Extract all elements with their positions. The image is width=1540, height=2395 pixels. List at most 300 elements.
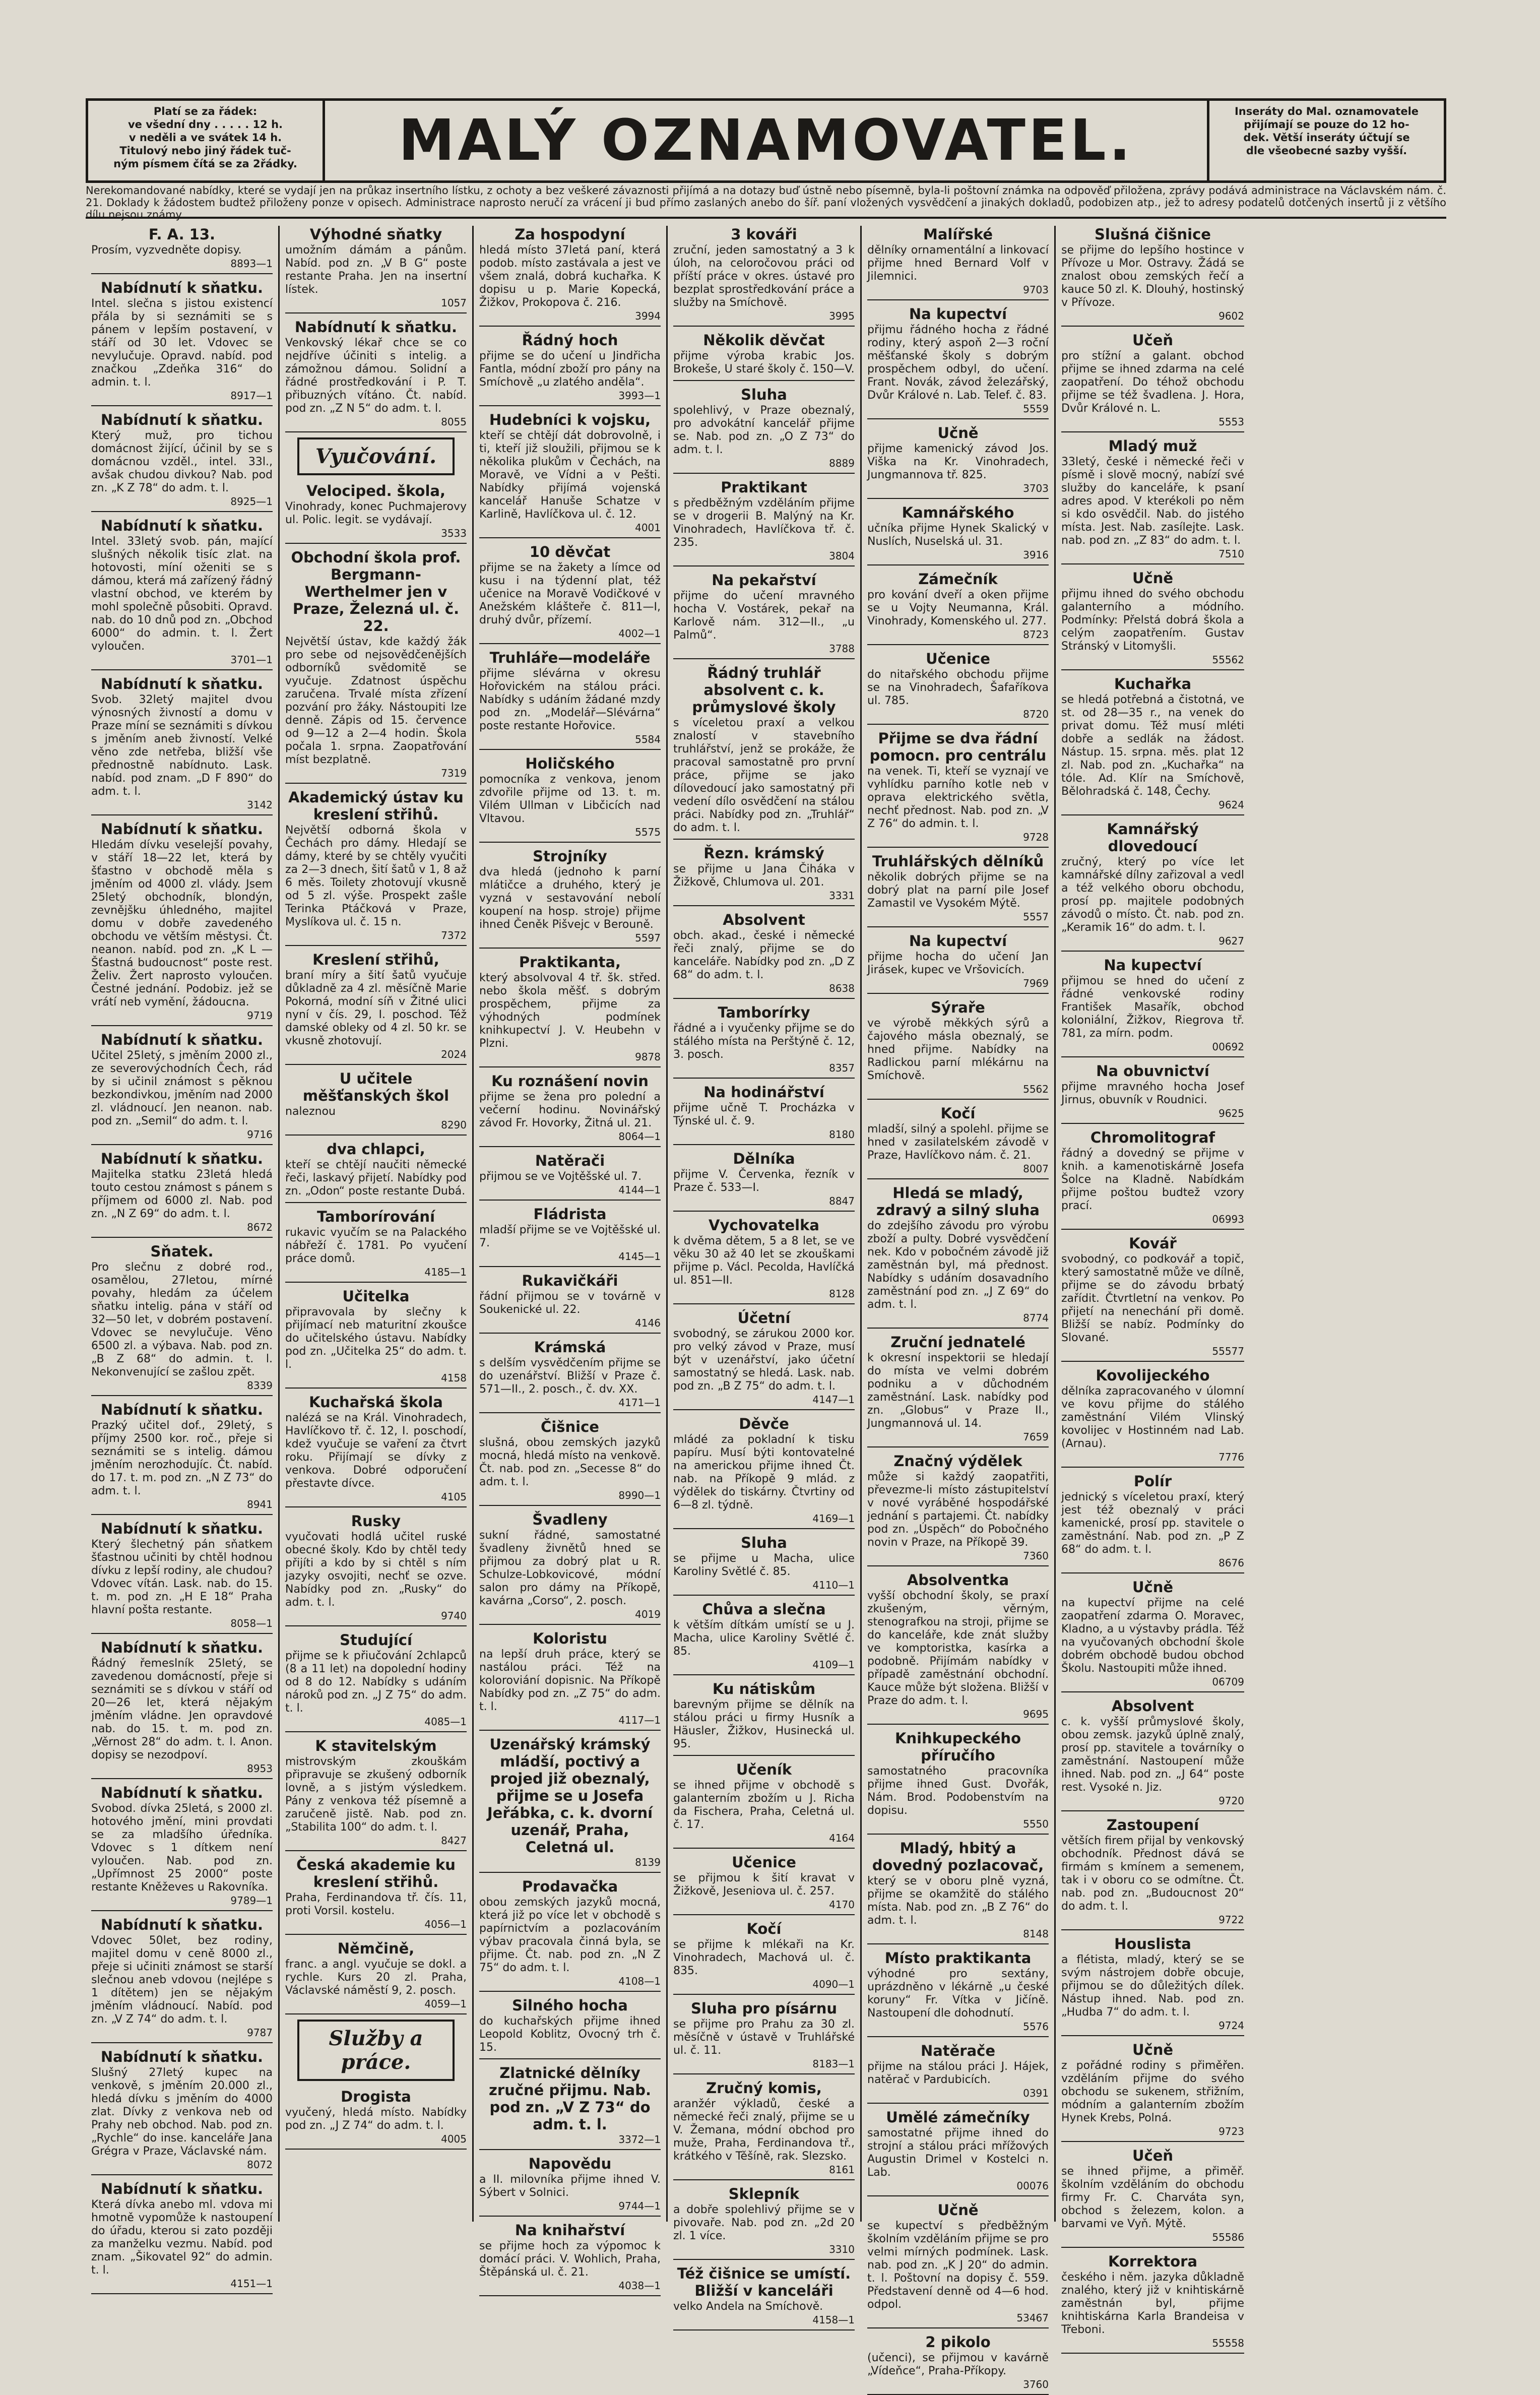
ad-code: 8290	[441, 1119, 467, 1131]
ad-title: Truhlářských dělníků	[872, 853, 1044, 870]
classified-ad	[867, 999, 1049, 1100]
ad-title: Zámečník	[918, 571, 998, 588]
classified-ad	[867, 571, 1049, 645]
ad-title: Dělníka	[733, 1150, 795, 1167]
ad-body: Majitelka statku 23letá hledá touto cestou známost s pánem s příjmem od 6000 zl. Nab. pod zn. „N Z 69“ do adm. t. l.	[91, 1168, 273, 1220]
ad-body: Vinohrady, konec Puchmajerovy ul. Polic. legit. se vydávají.	[285, 500, 467, 526]
ad-code: 9744—1	[618, 2200, 661, 2212]
ad-title: Nabídnutí k sňatku.	[100, 1150, 264, 1167]
ad-code: 5550	[1023, 1818, 1049, 1830]
ad-body: přijme slévárna v okresu Hořovickém na stálou práci. Nabídky s udáním žádané mzdy pod zn. „Modelář—Slévárna“ poste restante Hořovice.	[479, 667, 661, 732]
ad-code: 4005	[441, 2133, 467, 2145]
ad-code: 8139	[635, 1856, 661, 1868]
deadline-line: dle všeobecné sazby vyšší.	[1246, 145, 1407, 157]
classified-ad	[91, 411, 273, 512]
ad-code: 4109—1	[812, 1659, 855, 1671]
ad-code: 0391	[1023, 2087, 1049, 2099]
ad-column	[668, 226, 862, 2326]
classified-ad	[285, 1940, 467, 2014]
ad-title: Velociped. škola,	[306, 482, 446, 499]
ad-code: 4056—1	[424, 1918, 467, 1930]
ad-title: Řádný truhlář absolvent c. k. průmyslové školy	[692, 664, 836, 716]
ad-title: Na kupectví	[1104, 957, 1202, 974]
ad-code: 5559	[1023, 403, 1049, 415]
ad-code: 55577	[1212, 1345, 1244, 1357]
classified-ad	[867, 1453, 1049, 1566]
ad-body: se přijmou k šití kravat v Žižkově, Jeseniova ul. č. 257.	[673, 1872, 855, 1898]
ad-title: Hledá se mladý, zdravý a silný sluha	[876, 1184, 1040, 1219]
ad-code: 8357	[829, 1062, 855, 1074]
ad-body: do nitařského obchodu přijme se na Vinohradech, Šafaříkova ul. 785.	[867, 668, 1049, 707]
classified-ad	[1061, 1235, 1244, 1362]
classified-ad	[673, 1920, 855, 1995]
ad-title: Nabídnutí k sňatku.	[100, 1784, 264, 1801]
ad-code: 4158—1	[812, 2314, 855, 2326]
classified-ad	[867, 1730, 1049, 1835]
ad-title: Učenice	[732, 1854, 796, 1871]
classified-ad	[1061, 1473, 1244, 1573]
ad-body: kteří se chtějí dát dobrovolně, i ti, kteří již sloužili, přijmou se k několika plukům v Čechách, na Moravě, ve Vídni a v Pešti. Nabídky přijímá vojenská kancelář Hanuše Schatze v Karlině, Havlíčkova ul. č. 12.	[479, 429, 661, 521]
ad-body: 33letý, české i německé řeči v písmě i slově mocný, nabízí své služby do kanceláře, k psaní adres apod. V kterékoli po něm si kdo osvědčil. Nab. do jistého místa. Jest. Nab. zasílejte. Lask. nab. pod zn. „Z 83“ do adm. t. l.	[1061, 456, 1244, 547]
ad-code: 00692	[1212, 1041, 1244, 1053]
ad-code: 9624	[1218, 799, 1244, 811]
ad-title: Ku roznášení novin	[491, 1073, 649, 1090]
ad-body: Venkovský lékař chce se co nejdříve účiniti s intelig. a zámožnou dámou. Solidní a řádné prostředkování i P. T. přibuzných vítáno. Čt. nabíd. pod zn. „Z N 5“ do adm. t. l.	[285, 337, 467, 415]
ad-body: přijme se žena pro polední a večerní hodinu. Novinářský závod Fr. Hovorky, Žitná ul. 21.	[479, 1091, 661, 1129]
classified-ad	[285, 951, 467, 1065]
ad-title: Mladý, hbitý a dovedný pozlacovač,	[872, 1840, 1044, 1874]
ad-body: který se v oboru plně vyzná, přijme se okamžitě do stálého místa. Nab. pod zn. „B Z 76“ do adm. t. l.	[867, 1875, 1049, 1927]
classifieds-header	[86, 98, 1446, 183]
ad-body: na kupectví přijme na celé zaopatření zdarma O. Moravec, Kladno, a u výstavby prádla. Též na vyučovaných obchodní škole dobrém obchodě budou obchod Školu. Nastoupiti může ihned.	[1061, 1597, 1244, 1675]
section-heading: Služby a práce.	[297, 2020, 455, 2081]
classified-ad	[867, 1334, 1049, 1447]
ad-body: se hledá potřebná a čistotná, ve st. od 28—35 r., na venek do privat domu. Též musí mléti dobře a sedlák na žádost. Nástup. 15. srpna. měs. plat 12 zl. Nab. pod zn. „Kuchařka“ na tóle. Ad. Klír na Smíchově, Bělohradská č. 148, Čechy.	[1061, 694, 1244, 798]
ad-body: se přijme do lepšího hostince v Přívoze u Mor. Ostravy. Žádá se znalost obou zemských řečí a kauce 50 zl. K. Dlouhý, hostinský v Přívoze.	[1061, 244, 1244, 309]
classified-ad	[673, 1084, 855, 1145]
section-title: MALÝ OZNAMOVATEL.	[398, 108, 1134, 173]
ad-title: 2 pikolo	[925, 2334, 991, 2351]
ad-title: Nabídnutí k sňatku.	[100, 1639, 264, 1656]
classified-ad	[285, 2088, 467, 2150]
classified-ad	[867, 226, 1049, 300]
classified-ad	[479, 226, 661, 327]
administration-notice: Nerekomandované nabídky, které se vydají jen na průkaz insertního lístku, z ochoty a bez veškeré závaznosti přijímá a na dotazy buď ústně nebo písemně, byla-li poštovní známka na odpověď přiložena, zprávy podává administrace na Václavském nám. č. 21. Doklady k žádostem budtež přiloženy ponze v opisech. Administrace naprosto neručí za vrácení ji bud přímo zaslaných anebo do šíř. paní vložených vysvědčení a jinakých dokladů, podobizen atp., jež to adresy podatelů dotčených insertů ji z většího dílu nejsou známy.	[86, 184, 1446, 221]
classified-ad	[285, 1394, 467, 1507]
ad-code: 4185—1	[424, 1266, 467, 1278]
ad-body: Prazký učitel dof., 29letý, s příjmy 2500 kor. roč., přeje si seznámiti se s intelig. dámou jměním nerozhodujíc. Čt. nabíd. do 17. t. m. pod zn. „N Z 73“ do adm. t. l.	[91, 1419, 273, 1497]
ad-title: Řezn. krámský	[703, 845, 824, 862]
ad-body: Svobod. dívka 25letá, s 2000 zl. hotového jmění, mini provdati se za mladšího úředníka. Vdovec s 1 dítkem není vyloučen. Nab. pod zn. „Upřímnost 25 2000“ poste restante Kněževes u Rakovníka.	[91, 1802, 273, 1894]
ad-title: Zlatnické dělníky zručné přijmu. Nab. pod zn. „V Z 73“ do adm. t. l.	[489, 2064, 651, 2133]
ad-body: Intel. slečna s jistou existencí přála by si seznámiti se s pánem v lepším postavení, v stáří od 30 let. Vdovec se nevylučuje. Opravd. nabíd. pod značkou „Zdeňka 316“ do admin. t. l.	[91, 297, 273, 389]
ad-title: Slušná čišnice	[1095, 226, 1211, 243]
ad-body: Největší ústav, kde každý žák pro sebe od nejsovědčenějších odborníků svědomitě se vyučuje. Zdatnost úspěchu zaručena. Trvalé místa zřízení pozvání pro žáky. Nástoupiti lze denně. Zápis od 15. července od 9—12 a 2—4 hodin. Škola počala 1. srpna. Zaopatřování míst bezplatně.	[285, 636, 467, 766]
classified-ad	[1061, 2253, 1244, 2354]
ad-code: 4038—1	[618, 2280, 661, 2292]
ad-code: 8917—1	[230, 390, 273, 402]
classified-ad	[91, 1401, 273, 1515]
classified-ad	[479, 1878, 661, 1992]
classified-ad	[673, 479, 855, 566]
ad-code: 3995	[829, 310, 855, 322]
ad-title: Učeň	[1132, 2147, 1174, 2164]
ad-title: Studující	[340, 1631, 412, 1649]
price-line: ným písmem čítá se za 2řádky.	[113, 158, 297, 170]
ad-title: Silného hocha	[512, 1997, 628, 2014]
ad-body: připravovala by slečny k přijímací neb maturitní zkoušce do učitelského ústavu. Nabídky pod zn. „Učitelka 25“ do adm. t. l.	[285, 1306, 467, 1371]
ad-code: 9723	[1218, 2125, 1244, 2137]
ad-code: 3994	[635, 310, 661, 322]
classified-ad	[673, 386, 855, 474]
ad-body: (učenci), se přijmou v kavárně „Vídeňce“, Praha-Příkopy.	[867, 2352, 1049, 2377]
classified-ad	[1061, 1129, 1244, 1230]
ad-body: ve výrobě měkkých sýrů a čajového másla obeznalý, se hned přijme. Nabídky na Radlickou parní mlékárnu na Smíchově.	[867, 1017, 1049, 1082]
ad-title: Česká akademie ku kreslení střihů.	[296, 1856, 456, 1890]
classified-ad	[91, 675, 273, 815]
ad-body: na venek. Ti, kteří se vyznají ve vyhlídku parního kotle neb v oprava elektrického světla, nechť přednost. Nab. pod zn. „V Z 76“ do admin. t. l.	[867, 765, 1049, 830]
ad-code: 8339	[247, 1379, 273, 1392]
classified-ad	[479, 1418, 661, 1506]
ad-code: 06993	[1212, 1213, 1244, 1225]
ad-title: Natěrači	[535, 1152, 605, 1169]
ad-title: Též čišnice se umístí. Bližší v kanceláři	[677, 2265, 851, 2299]
ad-title: Nabídnutí k sňatku.	[100, 821, 264, 838]
ad-code: 5584	[635, 733, 661, 745]
ad-code: 4158	[441, 1372, 467, 1384]
ad-body: samostatné přijme ihned do strojní a stálou práci mřížových Augustin Drimel v Kostelci n. Lab.	[867, 2127, 1049, 2179]
ad-body: c. k. vyšší průmyslové školy, obou zemsk. jazyků úplně znalý, prosí pp. stavitele a továrníky o zaměstnání. Nastoupení může ihned. Nab. pod zn. „J 64“ poste rest. Vysoké n. Jiz.	[1061, 1716, 1244, 1794]
ad-code: 4090—1	[812, 1978, 855, 1990]
ad-title: F. A. 13.	[148, 226, 216, 243]
ad-body: svobodný, co podkovář a topič, který samostatně může ve dílně, přijme se do závodu brbatý zařídit. Čtvrtletní na venkov. Po přijetí na nenechání při domě. Bližší se nabíz. Podmínky do Slované.	[1061, 1253, 1244, 1344]
deadline-line: Inseráty do Mal. oznamovatele	[1234, 105, 1419, 117]
ad-title: Učně	[937, 2201, 979, 2219]
ad-code: 9724	[1218, 2020, 1244, 2032]
ad-code: 9627	[1218, 935, 1244, 947]
classified-ad	[673, 2079, 855, 2180]
ad-body: přijme výroba krabic Jos. Brokeše, U staré školy č. 150—V.	[673, 350, 855, 375]
classified-ad	[479, 543, 661, 644]
classified-ad	[479, 649, 661, 750]
classified-ad	[91, 1150, 273, 1238]
ad-code: 4085—1	[424, 1716, 467, 1728]
ad-code: 5557	[1023, 911, 1049, 923]
ad-code: 9789—1	[230, 1895, 273, 1907]
ad-title: Kočí	[940, 1105, 976, 1122]
ad-body: Řádný řemeslník 25letý, se zavedenou domácností, přeje si seznámiti se s dívkou v stáří od 20—26 let, která nějakým jměním vládne. Jen opravdové nab. do 15. t. m. pod zn. „Věrnost 28“ do adm. t. l. Anon. dopisy se nezodpoví.	[91, 1657, 273, 1761]
ad-body: dva hledá (jednoho k parní mlátičce a druhého, který je vyzná v sestavování nebolí koupení na hosp. stroje) přijme ihned Čeněk Pišvejc v Berouně.	[479, 866, 661, 931]
ad-code: 9602	[1218, 310, 1244, 322]
ad-title: Truhláře—modeláře	[489, 649, 651, 666]
ad-body: hledá místo 37letá paní, která podob. místo zastávala a jest ve všem znalá, dobrá kuchařka. K dopisu u p. Marie Kopecká, Žižkov, Prokopova č. 216.	[479, 244, 661, 309]
ad-title: Učně	[1132, 2041, 1174, 2058]
ad-title: 3 kováři	[731, 226, 797, 243]
classified-ad	[1061, 570, 1244, 670]
ad-title: Na obuvnictví	[1096, 1062, 1209, 1080]
ad-code: 2024	[441, 1048, 467, 1060]
ad-title: Fládrista	[533, 1206, 607, 1223]
ad-body: přijme se na žakety a límce od kusu i na týdenní plat, též učenice na Moravě Vodičkové v Anežském klášteře č. 811—I, druhý dvůr, přízemí.	[479, 561, 661, 626]
ad-body: pro kování dveří a oken přijme se u Vojty Neumanna, Král. Vinohrady, Komenského ul. 277.	[867, 589, 1049, 627]
classified-ad	[867, 504, 1049, 565]
ad-body: Hledám dívku veselejší povahy, v stáří 18—22 let, která by šťastno v obchodě měla s jměním od 4000 zl. vlády. Jsem 25letý obchodník, blondýn, zevnějšku úhledného, majitel domu v dobře zavedeného obchodu ve větším městysi. Čt. neanon. nabíd. pod zn. „K L — Šťastná budoucnost“ poste rest. Želiv. Žert naprosto vyloučen. Čestné jednání. Podobiz. jež se vrátí neb vymění, žádoucna.	[91, 839, 273, 1009]
classified-ad	[91, 1639, 273, 1779]
ad-title: Praktikanta,	[519, 954, 621, 971]
ad-title: Děvče	[739, 1415, 789, 1432]
ad-code: 8953	[247, 1762, 273, 1775]
ad-code: 5562	[1023, 1083, 1049, 1095]
classified-ad	[867, 424, 1049, 499]
classified-ad	[479, 1073, 661, 1147]
classified-ad	[673, 572, 855, 659]
ad-code: 3703	[1023, 482, 1049, 494]
ad-code: 4019	[635, 1608, 661, 1620]
ad-title: Nabídnutí k sňatku.	[100, 1401, 264, 1418]
ad-code: 8072	[247, 2159, 273, 2171]
ad-code: 4171—1	[618, 1397, 661, 1409]
classified-ad	[1061, 2041, 1244, 2142]
ad-body: Který muž, pro tichou domácnost žijící, účinil by se s domácnou vzděl., intel. 33l., avšak chudou divkou? Nab. pod zn. „K Z 78“ do adm. t. l.	[91, 429, 273, 494]
ad-title: Zručný komis,	[706, 2079, 822, 2097]
ad-column	[474, 226, 668, 2292]
ad-body: několik dobrých přijme se na dobrý plat na parní pile Josef Zamastil ve Vysokém Mýtě.	[867, 871, 1049, 910]
ad-body: velko Andela na Smíchově.	[673, 2300, 823, 2313]
ad-body: se přijme u Macha, ulice Karoliny Světlé č. 85.	[673, 1552, 855, 1578]
classified-ad	[479, 1630, 661, 1731]
classified-ad	[1061, 1579, 1244, 1692]
classified-ad	[91, 2180, 273, 2294]
ad-title: Na pekařství	[712, 572, 816, 589]
ad-title: Krámská	[534, 1339, 606, 1356]
ad-body: kteří se chtějí naučiti německé řeči, laskavý přijetí. Nabídky pod zn. „Odon“ poste restante Dubá.	[285, 1159, 467, 1198]
ad-code: 4117—1	[618, 1714, 661, 1726]
ad-body: spolehlivý, v Praze obeznalý, pro advokátní kancelář přijme se. Nab. pod zn. „O Z 73“ do adm. t. l.	[673, 404, 855, 456]
classified-ad	[91, 1520, 273, 1634]
ad-body: řádný a dovedný se přijme v knih. a kamenotiskárně Josefa Šolce na Kladně. Nabídkám přijme poštou budtež vzory prací.	[1061, 1147, 1244, 1212]
ad-code: 3533	[441, 527, 467, 539]
ad-body: přijme učně T. Procházka v Týnské ul. č. 9.	[673, 1102, 855, 1127]
ad-title: Hudebníci k vojsku,	[489, 411, 651, 428]
ad-body: přijmu řádného hocha z řádné rodiny, který aspoň 2—3 roční měšťanské školy s dobrým prospěchem odbyl, do učení. Frant. Novák, závod železářský, Dvůr Králové n. Lab. Telef. č. 83.	[867, 324, 1049, 402]
classified-ad	[867, 2109, 1049, 2196]
ad-body: Prosím, vyzvedněte dopisy.	[91, 244, 242, 257]
ad-title: 10 děvčat	[529, 543, 611, 560]
ad-code: 8148	[1023, 1928, 1049, 1940]
ad-code: 4105	[441, 1491, 467, 1503]
ad-title: Čišnice	[541, 1418, 599, 1435]
ad-code: 4147—1	[812, 1394, 855, 1406]
ad-code: 4146	[635, 1317, 661, 1329]
ad-body: pro stížní a galant. obchod přijme se ihned zdarma na celé zaopatření. Do téhož obchodu přijme se též švadlena. J. Hora, Dvůr Králové n. L.	[1061, 350, 1244, 415]
ad-title: Učně	[1132, 570, 1174, 587]
ad-body: zruční, jeden samostatný a 3 k úloh, na celoročovou práci od příští práce v okres. ústavé pro bezplat sprostředkování práce a služby na Smíchově.	[673, 244, 855, 309]
ad-title: Absolvent	[1111, 1697, 1194, 1715]
ad-code: 8055	[441, 416, 467, 428]
ad-code: 3804	[829, 550, 855, 562]
classified-ad	[673, 1415, 855, 1529]
ad-code: 8183—1	[812, 2058, 855, 2070]
classified-ad	[673, 1004, 855, 1079]
classified-ad	[479, 2064, 661, 2150]
ad-title: Švadleny	[532, 1511, 608, 1528]
ad-title: Nabídnutí k sňatku.	[100, 1520, 264, 1537]
classified-ad	[673, 1854, 855, 1915]
ad-body: který absolvoval 4 tř. šk. střed. nebo škola měšť. s dobrým prospěchem, přijme za výhodných podmínek knihkupectví J. V. Heubehn v Plzni.	[479, 972, 661, 1050]
ad-title: Houslista	[1114, 1935, 1191, 1952]
ad-title: Místo praktikanta	[884, 1949, 1032, 1967]
ad-code: 9878	[635, 1051, 661, 1063]
ad-code: 8925—1	[230, 495, 273, 508]
ad-code: 8064—1	[618, 1130, 661, 1143]
ad-title: Malířské	[923, 226, 993, 243]
classified-ad	[867, 1184, 1049, 1329]
ad-title: Mladý muž	[1108, 437, 1197, 455]
ad-code: 5553	[1218, 416, 1244, 428]
ad-body: dělníky ornamentální a linkovací přijme hned Bernard Volf v Jilemnici.	[867, 244, 1049, 283]
classified-ad	[673, 2185, 855, 2260]
ad-title: Sluha	[741, 386, 787, 403]
ad-body: českého i něm. jazyka důkladně znalého, který již v knihtiskárně zaměstnán byl, přijme knihtiskárna Karla Brandeisa v Třeboni.	[1061, 2271, 1244, 2336]
ad-body: braní míry a šití šatů vyučuje důkladně za 4 zl. měsíčně Marie Pokorná, modní síň v Žitné ulici nyní v čís. 29, I. poschod. Též damské obleky od 4 zl. 50 kr. se vkusně zhotovují.	[285, 969, 467, 1047]
ad-column	[86, 226, 280, 2290]
classified-ad	[1061, 1367, 1244, 1468]
ad-code: 4170	[829, 1899, 855, 1911]
ad-body: řádní přijmou se v továrně v Soukenické ul. 22.	[479, 1290, 661, 1316]
ad-title: K stavitelským	[315, 1737, 437, 1754]
ad-title: Natěrače	[920, 2042, 996, 2059]
classified-ad	[285, 226, 467, 313]
ad-code: 8774	[1023, 1312, 1049, 1324]
ad-body: pomocníka z venkova, jenom zdvořile přijme od 13. t. m. Vilém Ullman v Libčicích nad Vltavou.	[479, 773, 661, 825]
ad-code: 5597	[635, 932, 661, 944]
ad-code: 7319	[441, 767, 467, 779]
ad-code: 06709	[1212, 1676, 1244, 1688]
classified-ad	[673, 845, 855, 906]
ad-title: Holičského	[525, 755, 615, 772]
classified-ad	[867, 2201, 1049, 2328]
ad-body: se přijme pro Prahu za 30 zl. měsíčně v ústavě v Truhlářské ul. č. 11.	[673, 2018, 855, 2057]
ad-body: z pořádné rodiny s přiměřen. vzděláním přijme do svého obchodu se sukenem, střižním, módním a galanterním zbožím Hynek Krebs, Polná.	[1061, 2059, 1244, 2124]
ad-title: Napovědu	[528, 2155, 612, 2172]
classified-ad	[285, 1070, 467, 1136]
ad-title: Němčině,	[337, 1940, 415, 1957]
classified-ad	[673, 1150, 855, 1212]
classified-ad	[91, 226, 273, 274]
classified-ad	[479, 1339, 661, 1413]
classified-ad	[867, 730, 1049, 848]
ad-code: 3331	[829, 890, 855, 902]
classified-ad	[479, 954, 661, 1067]
ad-code: 7372	[441, 929, 467, 941]
ad-code: 9625	[1218, 1107, 1244, 1119]
ad-code: 5576	[1023, 2021, 1049, 2033]
ad-body: přijme se do učení u Jindřicha Fantla, módní zboží pro pány na Smíchově „u zlatého anděla“.	[479, 350, 661, 389]
ad-code: 9703	[1023, 284, 1049, 296]
ad-code: 8672	[247, 1221, 273, 1233]
ad-title: Sluha pro písárnu	[691, 2000, 837, 2017]
classified-ad	[479, 1206, 661, 1267]
ad-title: Kočí	[746, 1920, 782, 1937]
classified-ad	[867, 2042, 1049, 2104]
ad-body: Intel. 33letý svob. pán, mající slušných několik tisíc zlat. na hotovosti, míní oženiti se s dámou, která má zařízený řádný vlastní obchod, ve kterém by mohl společně působiti. Opravd. nab. do 10 dnů pod zn. „Obchod 6000“ do admin. t. l. Žert vyloučen.	[91, 535, 273, 653]
ad-title: Zruční jednatelé	[890, 1334, 1025, 1351]
ad-body: může si každý zaopatřiti, převezme-li místo zástupitelství v nové vyráběné hospodářské jednání s partajemi. Čt. nabídky pod zn. „Úspěch“ do Pobočného novin v Praze, na Příkopě 39.	[867, 1471, 1049, 1549]
ad-body: řádné a i vyučenky přijme se do stálého místa na Perštýně č. 12, 3. posch.	[673, 1022, 855, 1061]
ad-title: Polír	[1133, 1473, 1172, 1490]
ad-title: Koloristu	[533, 1630, 607, 1647]
ad-title: Na kupectví	[909, 305, 1007, 323]
ad-body: Učitel 25letý, s jměním 2000 zl., ze severovýchodních Čech, rád by si učinil známost s pěknou bezkondivkou, jměním nad 2000 zl. vládnoucí. Jen neanon. nab. pod zn. „Semil“ do adm. t. l.	[91, 1049, 273, 1127]
ad-body: přijme mravného hocha Josef Jirnus, obuvník v Roudnici.	[1061, 1081, 1244, 1106]
ad-title: Umělé zámečníky	[886, 2109, 1030, 2126]
ad-title: Chůva a slečna	[702, 1601, 826, 1618]
ad-body: vyšší obchodní školy, se praxí zkušeným, věrným, stenografkou na stroji, přijme se do kanceláře, kde znát služby ve komptoristka, kasírka a podobně. Přijímám nabídky v případě zaměstnání obchodní. Kauce může být složena. Bližší v Praze do adm. t. l.	[867, 1590, 1049, 1707]
classified-ad	[1061, 1697, 1244, 1811]
ad-title: Učeň	[1132, 332, 1174, 349]
classified-ad	[1061, 821, 1244, 952]
ad-body: slušná, obou zemských jazyků mocná, hledá místo na venkově. Čt. nab. pod zn. „Secesse 8“ do adm. t. l.	[479, 1436, 661, 1488]
ad-body: a II. milovníka přijme ihned V. Sýbert v Solnici.	[479, 2173, 661, 2199]
ad-title: Kamnářský dlovedoucí	[1107, 821, 1199, 855]
section-heading: Vyučování.	[297, 437, 455, 475]
ad-code: 4002—1	[618, 627, 661, 640]
ad-body: nalézá se na Král. Vinohradech, Havlíčkovo tř. č. 12, I. poschodí, kdež vyučuje se vaření za čtvrt roku. Přijímají se dívky z venkova. Dobré odporučení přestavte dívce.	[285, 1412, 467, 1490]
ad-title: Nabídnutí k sňatku.	[100, 675, 264, 692]
ad-code: 9728	[1023, 831, 1049, 843]
classified-ad	[867, 305, 1049, 419]
classified-ad	[285, 319, 467, 432]
classified-ad	[1061, 1062, 1244, 1124]
ad-title: Korrektora	[1108, 2253, 1198, 2270]
ad-title: U učitele měšťanských škol	[302, 1070, 450, 1104]
ad-title: Tamborírování	[316, 1208, 435, 1225]
ad-title: Učně	[1132, 1579, 1174, 1596]
classified-ad	[285, 1288, 467, 1389]
ad-title: Sklepník	[728, 2185, 800, 2202]
ad-code: 7659	[1023, 1431, 1049, 1443]
ad-body: Která dívka anebo ml. vdova mi hmotně vypomůže k nastoupení do úřadu, kterou si zato později za manželku vezmu. Nabíd. pod znam. „Šikovatel 92“ do admin. t. l.	[91, 2198, 273, 2277]
classified-ad	[285, 482, 467, 544]
classified-ad	[673, 2000, 855, 2074]
ad-code: 8893—1	[230, 258, 273, 270]
ad-code: 4151—1	[230, 2278, 273, 2290]
classified-ad	[673, 1601, 855, 1675]
ad-body: učníka přijme Hynek Skalický v Nuslích, Nuselská ul. 31.	[867, 522, 1049, 548]
classified-ad	[91, 1916, 273, 2043]
classified-ad	[673, 664, 855, 840]
ad-title: Přijme se dva řádní pomocn. pro centrálu	[869, 730, 1047, 764]
price-line: Titulový nebo jiný řádek tuč-	[119, 145, 291, 157]
ad-code: 8990—1	[618, 1489, 661, 1501]
ad-body: přijmu ihned do svého obchodu galanterního a módního. Podmínky: Přelstá dobrá škola a celým zaopatřením. Gustav Stránský v Litomyšli.	[1061, 588, 1244, 653]
ad-body: zručný, který po více let kamnářské dílny zařizoval a vedl a též velkého oboru obchodu, prosí pp. majitele podobných závodů o místo. Čt. nab. pod zn. „Keramik 16“ do adm. t. l.	[1061, 856, 1244, 934]
ad-code: 8128	[829, 1288, 855, 1300]
ad-code: 9720	[1218, 1795, 1244, 1807]
ad-code: 5575	[635, 826, 661, 838]
ad-title: Za hospodyní	[515, 226, 625, 243]
ad-code: 53467	[1016, 2312, 1049, 2324]
classified-ad	[673, 1309, 855, 1410]
ad-code: 9719	[247, 1010, 273, 1022]
classified-ad	[867, 853, 1049, 927]
ad-title: Rukavičkáři	[522, 1272, 618, 1289]
ad-body: k dvěma dětem, 5 a 8 let, se ve věku 30 až 40 let se zkouškami přijme p. Václ. Pecolda, Havlíčká ul. 851—II.	[673, 1235, 855, 1287]
ad-body: obch. akad., české i německé řeči znalý, přijme se do kanceláře. Nabídky pod zn. „D Z 68“ do adm. t. l.	[673, 929, 855, 981]
ad-body: franc. a angl. vyučuje se dokl. a rychle. Kurs 20 zl. Praha, Václavské náměstí 9, 2. posch.	[285, 1958, 467, 1997]
ad-code: 4108—1	[618, 1975, 661, 1987]
ad-title: Knihkupeckého příručího	[895, 1730, 1021, 1764]
